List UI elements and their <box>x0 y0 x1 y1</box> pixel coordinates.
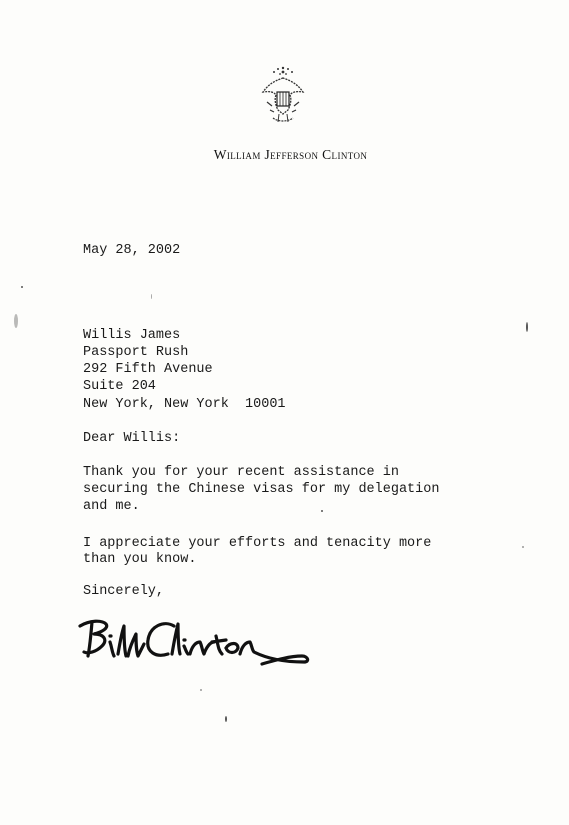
paragraph-line: I appreciate your efforts and tenacity more <box>83 536 432 551</box>
address-line: New York, New York 10001 <box>83 397 286 412</box>
letter-date: May 28, 2002 <box>83 243 181 258</box>
scan-speck <box>200 689 202 691</box>
letterhead-name <box>0 147 569 163</box>
handwritten-signature <box>76 612 316 672</box>
scan-speck <box>321 510 323 512</box>
scan-speck <box>21 286 23 288</box>
scan-speck <box>526 322 528 332</box>
scan-speck <box>151 294 152 299</box>
presidential-seal-icon <box>258 62 308 132</box>
salutation: Dear Willis: <box>83 431 181 446</box>
scan-speck <box>522 546 524 548</box>
address-line: 292 Fifth Avenue <box>83 362 213 377</box>
address-line: Suite 204 <box>83 379 156 394</box>
paragraph-line: than you know. <box>83 552 197 567</box>
scan-speck <box>14 314 18 328</box>
paragraph-line: Thank you for your recent assistance in <box>83 465 399 480</box>
paragraph-line: and me. <box>83 499 140 514</box>
address-line: Passport Rush <box>83 345 189 360</box>
scan-speck <box>225 716 227 722</box>
closing: Sincerely, <box>83 584 165 599</box>
letterhead-name-text: William Jefferson Clinton <box>213 147 368 162</box>
address-line: Willis James <box>83 328 181 343</box>
paragraph-line: securing the Chinese visas for my delegation <box>83 482 440 497</box>
